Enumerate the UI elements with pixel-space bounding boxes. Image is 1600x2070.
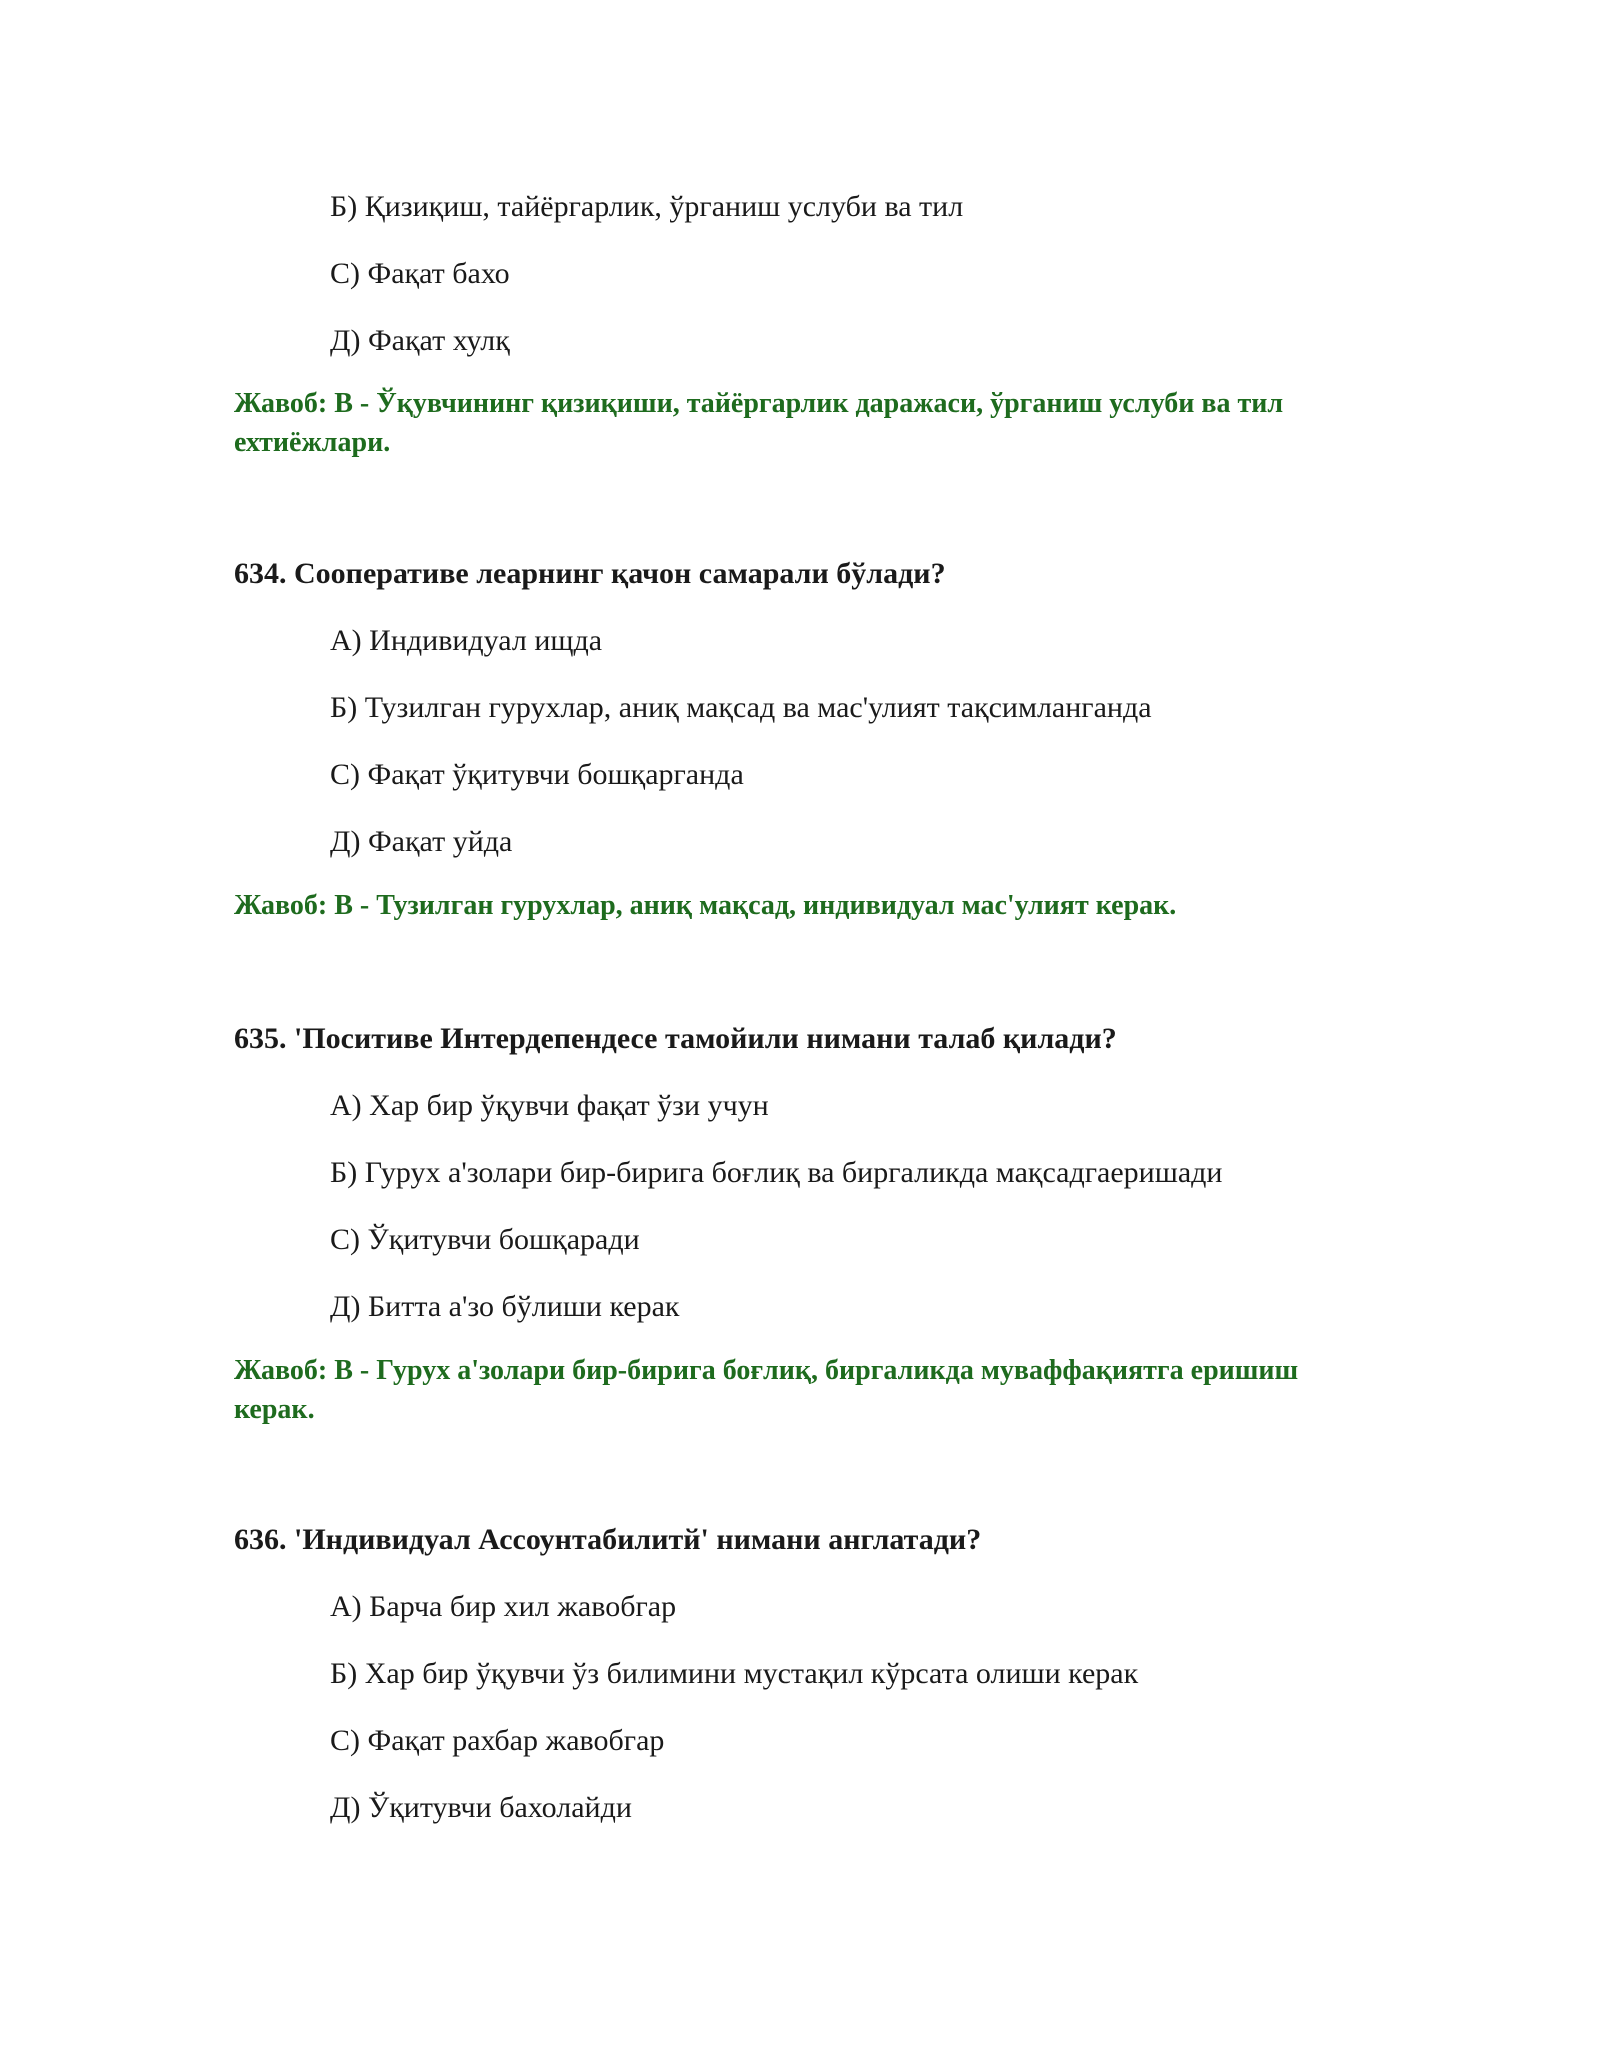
- option-c: С) Фақат бахо: [330, 257, 510, 290]
- option-d: Д) Фақат хулқ: [330, 324, 510, 357]
- question-636: 636. 'Индивидуал Ассоунтабилитй' нимани англатади?: [234, 1523, 982, 1556]
- option-b: Б) Хар бир ўқувчи ўз билимини мустақил кўрсата олиши керак: [330, 1657, 1139, 1690]
- option-d: Д) Битта а'зо бўлиши керак: [330, 1290, 680, 1323]
- option-b: Б) Гурух а'золари бир-бирига боғлиқ ва биргаликда мақсадгаеришади: [330, 1156, 1223, 1189]
- option-b: Б) Қизиқиш, тайёргарлик, ўрганиш услуби ва тил: [330, 190, 964, 223]
- option-a: А) Барча бир хил жавобгар: [330, 1590, 677, 1623]
- option-c: С) Фақат рахбар жавобгар: [330, 1724, 665, 1757]
- option-a: А) Хар бир ўқувчи фақат ўзи учун: [330, 1089, 769, 1122]
- answer-text: Жавоб: В - Ўқувчининг қизиқиши, тайёргарлик даражаси, ўрганиш услуби ва тил ехтиёжлари.: [234, 388, 1284, 458]
- option-c: С) Фақат ўқитувчи бошқарганда: [330, 758, 744, 791]
- option-a: А) Индивидуал ищда: [330, 624, 603, 657]
- option-d: Д) Фақат уйда: [330, 825, 513, 858]
- option-d: Д) Ўқитувчи бахолайди: [330, 1791, 632, 1824]
- question-635: 635. 'Поситиве Интердепендесе тамойили нимани талаб қилади?: [234, 1022, 1117, 1055]
- answer-text: Жавоб: В - Тузилган гурухлар, аниқ мақсад, индивидуал мас'улият керак.: [234, 890, 1177, 921]
- option-c: С) Ўқитувчи бошқаради: [330, 1223, 640, 1256]
- question-634: 634. Сооперативе леарнинг қачон самарали бўлади?: [234, 557, 946, 590]
- answer-text: Жавоб: В - Гурух а'золари бир-бирига боғлиқ, биргаликда муваффақиятга еришиш керак.: [234, 1355, 1299, 1425]
- option-b: Б) Тузилган гурухлар, аниқ мақсад ва мас'улият тақсимланганда: [330, 691, 1152, 724]
